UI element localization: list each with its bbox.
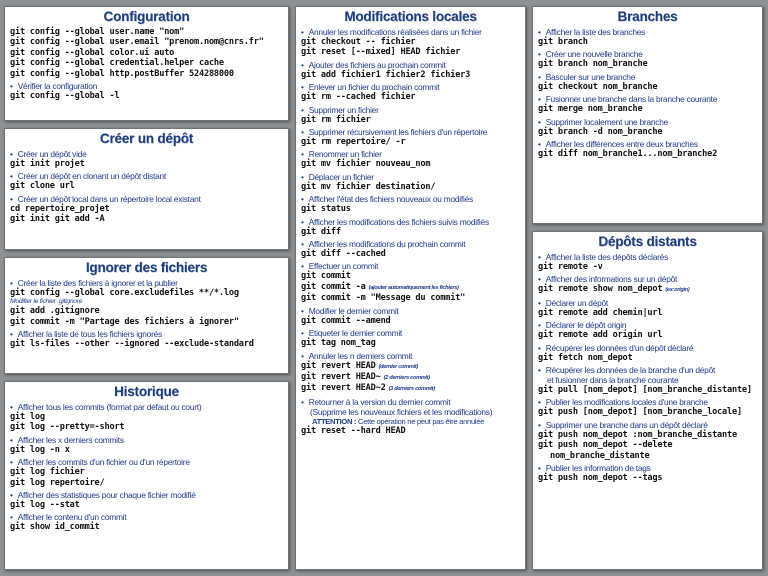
git-command — [538, 37, 757, 47]
command-text: nom_branche_distante — [550, 450, 650, 461]
panel-title: Dépôts distants — [598, 234, 697, 249]
command-text: git rm fichier — [301, 114, 371, 125]
section-description: • Supprimer une branche dans un dépôt déclaré — [538, 420, 757, 430]
section-description: • Fusionner une branche dans la branche courante — [538, 94, 757, 104]
panel-rows — [538, 27, 757, 159]
section-description: • Publier les information de tags — [538, 463, 757, 473]
panel-rows — [10, 149, 283, 225]
command-text: git branch — [538, 37, 588, 47]
git-command — [10, 27, 283, 37]
panel-depots-distants — [532, 231, 763, 570]
panel-ignorer-fichiers — [4, 257, 289, 374]
git-command — [538, 127, 757, 137]
section-description: • Déclarer un dépôt — [538, 298, 757, 308]
panel-historique — [4, 381, 289, 570]
git-command — [10, 412, 283, 422]
section-description: • Retourner à la version du dernier commit — [301, 397, 520, 407]
git-command — [301, 361, 520, 372]
command-text: git log repertoire/ — [10, 477, 105, 488]
git-command — [538, 440, 757, 450]
git-command — [10, 37, 283, 47]
panel-rows — [301, 27, 520, 436]
section-description: • Créer la liste des fichiers à ignorer et la publier — [10, 278, 283, 288]
command-text: git push nom_depot --tags — [538, 473, 663, 484]
git-command — [301, 70, 520, 80]
panel-modifications-locales — [295, 6, 526, 570]
git-command — [10, 339, 283, 349]
git-command — [10, 478, 283, 488]
command-text: git reset [--mixed] HEAD fichier — [301, 47, 461, 58]
section-description: • Déplacer un fichier — [301, 172, 520, 182]
git-command — [10, 288, 283, 298]
command-text: git tag nom_tag — [301, 338, 376, 349]
panel-rows — [10, 402, 283, 533]
command-text: git diff — [301, 226, 341, 237]
section-description: • Supprimer localement une branche — [538, 117, 757, 127]
section-description: • Vérifier la configuration — [10, 81, 283, 91]
command-text: git commit --amend — [301, 315, 391, 326]
section-description: et fusionner dans la branche courante — [547, 375, 679, 386]
section-description: • Créer un dépôt en clonant un dépôt distant — [10, 171, 283, 181]
git-command — [538, 82, 757, 92]
section-description: • Afficher la liste de tous les fichiers ignorés — [10, 329, 283, 339]
command-text: git pull [nom_depot] [nom_branche_distante] — [538, 385, 752, 396]
command-note: (ajouter automatiquement les fichiers) — [368, 284, 459, 291]
warning-label: ATTENTION : — [312, 416, 357, 426]
panel-title: Branches — [617, 9, 678, 24]
command-text: git commit -a — [301, 281, 366, 292]
command-text: git remote show nom_depot — [538, 284, 663, 295]
section-description: • Afficher la liste des dépôts déclarés — [538, 252, 757, 262]
section-description: • Supprimer récursivement les fichiers d'un répertoire — [301, 127, 520, 137]
section-description: • Créer une nouvelle branche — [538, 49, 757, 59]
git-command — [538, 104, 757, 114]
warning-message: Cette opération ne peut pas être annulée — [356, 416, 485, 426]
git-command — [10, 48, 283, 58]
git-command — [538, 430, 757, 440]
section-description: • Basculer sur une branche — [538, 72, 757, 82]
panel-title: Configuration — [103, 9, 190, 24]
git-command — [538, 473, 757, 483]
git-command — [301, 204, 520, 214]
git-command — [301, 92, 520, 102]
command-text: git ls-files --other --ignored --exclude-standard — [10, 339, 254, 350]
git-command — [538, 284, 757, 295]
git-command — [10, 467, 283, 477]
section-description: • Supprimer un fichier — [301, 105, 520, 115]
command-text: git diff nom_branche1...nom_branche2 — [538, 149, 718, 160]
command-text: git init projet — [10, 159, 85, 169]
git-command — [10, 317, 283, 327]
command-text: git show id_commit — [10, 522, 100, 533]
command-text: git diff --cached — [301, 249, 386, 260]
command-text: git config --global core.excludefiles **/*.log — [10, 288, 239, 298]
section-description: • Créer un dépôt vide — [10, 149, 283, 159]
command-text: git checkout nom_branche — [538, 81, 658, 92]
git-command — [10, 181, 283, 191]
git-command — [301, 182, 520, 192]
command-text: git config --global user.email "prenom.nom@cnrs.fr" — [10, 37, 264, 48]
command-text: git rm --cached fichier — [301, 92, 416, 103]
git-command — [301, 249, 520, 259]
command-text: git revert HEAD~ — [301, 371, 381, 382]
command-text: git add fichier1 fichier2 fichier3 — [301, 69, 471, 80]
command-text: git checkout -- fichier — [301, 37, 416, 47]
command-text: git commit -m "Message du commit" — [301, 293, 466, 304]
section-description: • Afficher des statistiques pour chaque fichier modifié — [10, 490, 283, 500]
command-text: git remote add origin url — [538, 330, 663, 341]
git-command — [301, 338, 520, 348]
section-description: • Afficher les x derniers commits — [10, 435, 283, 445]
git-command — [538, 451, 757, 461]
git-command — [538, 308, 757, 318]
command-text: git mv fichier destination/ — [301, 181, 436, 192]
command-text: git remote add chemin|url — [538, 307, 663, 318]
git-command — [538, 149, 757, 159]
git-command — [10, 204, 283, 214]
section-description: • Annuler les n derniers commit — [301, 351, 520, 361]
git-command — [10, 522, 283, 532]
git-command — [301, 282, 520, 293]
git-command — [538, 262, 757, 272]
git-command — [301, 372, 520, 383]
git-command — [301, 271, 520, 281]
command-text: git config --global user.name "nom" — [10, 27, 185, 37]
panel-configuration — [4, 6, 289, 121]
git-command — [301, 37, 520, 47]
section-description: • Annuler les modifications réalisées dans un fichier — [301, 27, 520, 37]
git-command — [538, 353, 757, 363]
section-description: • Récupérer les données de la branche d'un dépôt — [538, 365, 757, 375]
command-text: git clone url — [10, 181, 75, 192]
git-command — [10, 306, 283, 316]
panel-title: Historique — [114, 384, 179, 399]
section-description: • Modifier le dernier commit — [301, 306, 520, 316]
section-description: • Déclarer le dépôt origin — [538, 320, 757, 330]
command-text: git config --global http.postBuffer 524288000 — [10, 68, 234, 79]
git-command — [10, 214, 283, 224]
command-text: git status — [301, 204, 351, 215]
command-text: git config --global -l — [10, 91, 120, 102]
command-text: git log --pretty=-short — [10, 422, 125, 433]
command-text: git reset --hard HEAD — [301, 425, 406, 436]
git-command — [301, 137, 520, 147]
git-command — [301, 316, 520, 326]
command-text: git fetch nom_depot — [538, 352, 633, 363]
section-description: • Récupérer les données d'un dépôt déclaré — [538, 343, 757, 353]
section-description: • Afficher les modifications des fichiers suivis modifiés — [301, 217, 520, 227]
git-command — [301, 227, 520, 237]
section-description: • Afficher l'état des fichiers nouveaux ou modifiés — [301, 194, 520, 204]
git-command — [538, 407, 757, 417]
git-command — [10, 445, 283, 455]
section-description: • Etiqueter le dernier commit — [301, 328, 520, 338]
section-description: • Effectuer un commit — [301, 261, 520, 271]
panel-creer-depot — [4, 128, 289, 250]
command-text: git push [nom_depot] [nom_branche_locale] — [538, 407, 742, 418]
section-description: • Afficher les différences entre deux branches — [538, 139, 757, 149]
command-text: git branch -d nom_branche — [538, 126, 663, 137]
git-command — [538, 330, 757, 340]
command-text: git commit — [301, 271, 351, 282]
section-description: • Afficher les modifications du prochain commit — [301, 239, 520, 249]
panel-title: Ignorer des fichiers — [85, 260, 208, 275]
command-text: git revert HEAD~2 — [301, 383, 386, 394]
command-text: git revert HEAD — [301, 360, 376, 371]
section-description: • Enlever un fichier du prochain commit — [301, 82, 520, 92]
command-text: git mv fichier nouveau_nom — [301, 159, 431, 170]
panel-title: Créer un dépôt — [99, 131, 194, 146]
git-command — [10, 91, 283, 101]
command-text: git log fichier — [10, 467, 85, 478]
command-text: git log — [10, 412, 45, 422]
command-note: (2 derniers commit) — [383, 374, 430, 381]
section-description: • Afficher les commits d'un fichier ou d'un répertoire — [10, 457, 283, 467]
command-text: git config --global color.ui auto — [10, 47, 175, 58]
warning-text — [301, 417, 520, 426]
section-description: • Afficher des informations sur un dépôt — [538, 274, 757, 284]
panel-rows — [10, 27, 283, 101]
command-text: git log --stat — [10, 500, 80, 511]
git-command — [10, 58, 283, 68]
git-command — [10, 159, 283, 169]
panel-rows — [538, 252, 757, 483]
command-text: git push nom_depot --delete — [538, 440, 673, 451]
command-text: git merge nom_branche — [538, 104, 643, 115]
inline-note: Modifier le fichier .gitignore — [10, 298, 83, 306]
section-description: • Renommer un fichier — [301, 149, 520, 159]
git-command — [301, 293, 520, 303]
command-text: git config --global credential.helper cache — [10, 58, 224, 69]
section-description: (Supprime les nouveaux fichiers et les modifications) — [310, 406, 493, 417]
git-command — [301, 426, 520, 436]
git-command — [301, 383, 520, 394]
git-command — [301, 47, 520, 57]
section-description: • Ajouter des fichiers au prochain commit — [301, 60, 520, 70]
section-description: • Afficher le contenu d'un commit — [10, 512, 283, 522]
command-text: git init git add -A — [10, 214, 105, 225]
git-command — [538, 59, 757, 69]
command-text: git add .gitignore — [10, 306, 100, 317]
command-text: git commit -m "Partage des fichiers à ignorer" — [10, 316, 239, 327]
command-text: git rm repertoire/ -r — [301, 137, 406, 148]
git-command — [301, 159, 520, 169]
git-command — [10, 69, 283, 79]
git-command — [10, 500, 283, 510]
git-command — [10, 422, 283, 432]
command-text: git branch nom_branche — [538, 59, 648, 70]
panel-branches — [532, 6, 763, 224]
git-command — [538, 385, 757, 395]
section-description: • Afficher tous les commits (format par défaut ou court) — [10, 402, 283, 412]
command-note: (ex:origin) — [665, 287, 690, 294]
command-text: cd repertoire_projet — [10, 203, 110, 214]
section-description: • Créer un dépôt local dans un répertoire local existant — [10, 194, 283, 204]
git-command — [301, 115, 520, 125]
command-text: git push nom_depot :nom_branche_distante — [538, 429, 737, 440]
command-note: (dernier commit) — [378, 363, 418, 370]
command-text: git remote -v — [538, 262, 603, 272]
panel-rows — [10, 278, 283, 350]
section-description: • Afficher la liste des branches — [538, 27, 757, 37]
command-note: (3 derniers commit) — [388, 386, 435, 393]
section-description: • Publier les modifications locales d'une branche — [538, 397, 757, 407]
command-text: git log -n x — [10, 444, 70, 455]
panel-title: Modifications locales — [344, 9, 477, 24]
